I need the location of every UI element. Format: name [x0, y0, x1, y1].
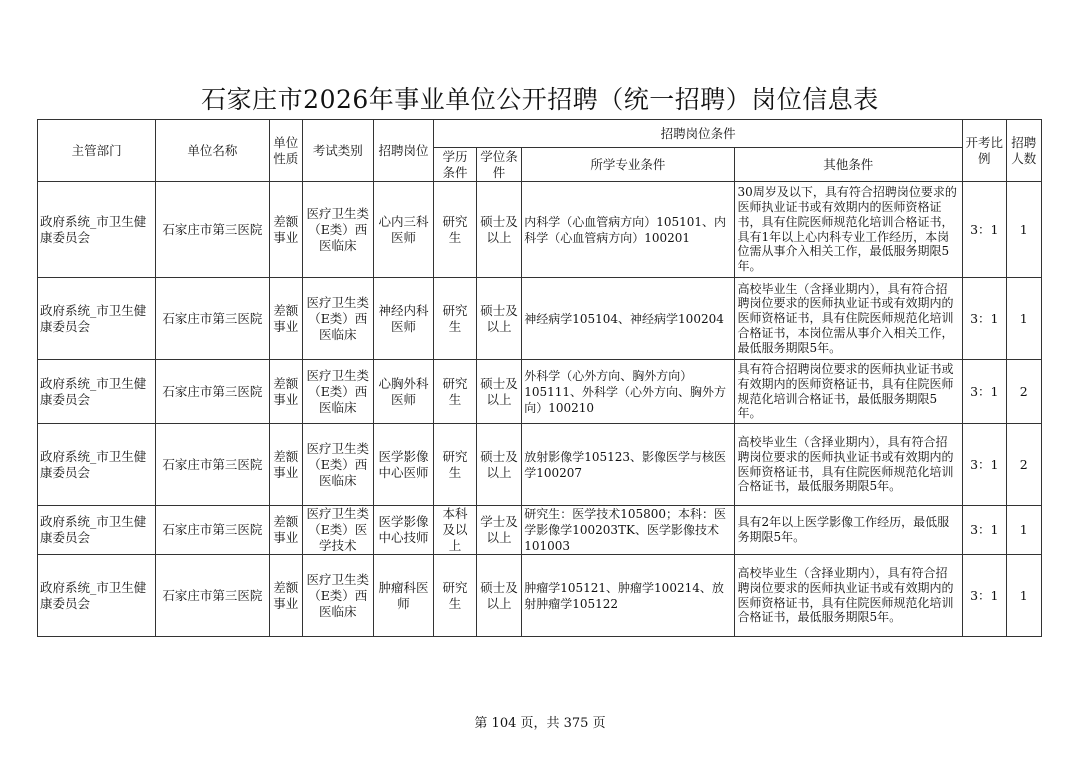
cell-unit: 石家庄市第三医院 [156, 424, 269, 506]
cell-other: 高校毕业生（含择业期内），具有符合招聘岗位要求的医师执业证书或有效期内的医师资格证书，具有住院医师规范化培训合格证书，本岗位需从事介入相关工作，最低服务期限5年。 [734, 278, 963, 360]
cell-exam: 医疗卫生类（E类）西医临床 [302, 182, 373, 278]
cell-exam: 医疗卫生类（E类）医学技术 [302, 506, 373, 555]
table-row [38, 506, 1042, 555]
header-count: 招聘人数 [1006, 120, 1041, 182]
table-row [38, 360, 1042, 424]
cell-count: 1 [1006, 278, 1041, 360]
cell-post: 神经内科医师 [373, 278, 434, 360]
cell-post: 医学影像中心医师 [373, 424, 434, 506]
cell-count: 2 [1006, 360, 1041, 424]
header-exam: 考试类别 [302, 120, 373, 182]
cell-dept: 政府系统_市卫生健康委员会 [38, 182, 156, 278]
cell-major: 放射影像学105123、影像医学与核医学100207 [522, 424, 734, 506]
cell-education: 本科及以上 [434, 506, 476, 555]
page-number: 第 104 页，共 375 页 [474, 716, 606, 731]
cell-other: 高校毕业生（含择业期内），具有符合招聘岗位要求的医师执业证书或有效期内的医师资格证书，具有住院医师规范化培训合格证书，最低服务期限5年。 [734, 555, 963, 637]
cell-exam: 医疗卫生类（E类）西医临床 [302, 278, 373, 360]
cell-exam: 医疗卫生类（E类）西医临床 [302, 360, 373, 424]
cell-degree: 学士及以上 [476, 506, 521, 555]
cell-unit: 石家庄市第三医院 [156, 182, 269, 278]
cell-unit: 石家庄市第三医院 [156, 506, 269, 555]
cell-degree: 硕士及以上 [476, 182, 521, 278]
cell-education: 研究生 [434, 555, 476, 637]
cell-dept: 政府系统_市卫生健康委员会 [38, 424, 156, 506]
cell-ratio: 3：1 [963, 182, 1006, 278]
cell-major: 神经病学105104、神经病学100204 [522, 278, 734, 360]
cell-unit: 石家庄市第三医院 [156, 555, 269, 637]
table-row [38, 424, 1042, 506]
cell-major: 研究生：医学技术105800；本科：医学影像学100203TK、医学影像技术101003 [522, 506, 734, 555]
cell-other: 高校毕业生（含择业期内），具有符合招聘岗位要求的医师执业证书或有效期内的医师资格证书，具有住院医师规范化培训合格证书，最低服务期限5年。 [734, 424, 963, 506]
cell-nature: 差额事业 [269, 555, 302, 637]
cell-education: 研究生 [434, 360, 476, 424]
cell-ratio: 3：1 [963, 360, 1006, 424]
cell-count: 1 [1006, 182, 1041, 278]
header-unit: 单位名称 [156, 120, 269, 182]
cell-count: 1 [1006, 506, 1041, 555]
cell-degree: 硕士及以上 [476, 278, 521, 360]
cell-ratio: 3：1 [963, 424, 1006, 506]
cell-post: 医学影像中心技师 [373, 506, 434, 555]
cell-nature: 差额事业 [269, 278, 302, 360]
cell-nature: 差额事业 [269, 360, 302, 424]
cell-dept: 政府系统_市卫生健康委员会 [38, 506, 156, 555]
cell-exam: 医疗卫生类（E类）西医临床 [302, 424, 373, 506]
table-row [38, 555, 1042, 637]
header-ratio: 开考比例 [963, 120, 1006, 182]
cell-dept: 政府系统_市卫生健康委员会 [38, 278, 156, 360]
cell-major: 内科学（心血管病方向）105101、内科学（心血管病方向）100201 [522, 182, 734, 278]
cell-other: 30周岁及以下，具有符合招聘岗位要求的医师执业证书或有效期内的医师资格证书，具有住院医师规范化培训合格证书，具有1年以上心内科专业工作经历，本岗位需从事介入相关工作，最低服务期限5年。 [734, 182, 963, 278]
cell-nature: 差额事业 [269, 182, 302, 278]
cell-post: 心内三科医师 [373, 182, 434, 278]
cell-dept: 政府系统_市卫生健康委员会 [38, 555, 156, 637]
cell-dept: 政府系统_市卫生健康委员会 [38, 360, 156, 424]
cell-major: 外科学（心外方向、胸外方向）105111、外科学（心外方向、胸外方向）100210 [522, 360, 734, 424]
cell-post: 心胸外科医师 [373, 360, 434, 424]
cell-nature: 差额事业 [269, 506, 302, 555]
cell-unit: 石家庄市第三医院 [156, 360, 269, 424]
header-conditions: 招聘岗位条件 [434, 120, 963, 148]
cell-education: 研究生 [434, 182, 476, 278]
header-post: 招聘岗位 [373, 120, 434, 182]
cell-degree: 硕士及以上 [476, 360, 521, 424]
cell-ratio: 3：1 [963, 278, 1006, 360]
table-row [38, 182, 1042, 278]
table-header [38, 120, 1042, 182]
table-row [38, 278, 1042, 360]
cell-unit: 石家庄市第三医院 [156, 278, 269, 360]
cell-exam: 医疗卫生类（E类）西医临床 [302, 555, 373, 637]
cell-education: 研究生 [434, 278, 476, 360]
cell-count: 2 [1006, 424, 1041, 506]
cell-other: 具有符合招聘岗位要求的医师执业证书或有效期内的医师资格证书，具有住院医师规范化培训合格证书，最低服务期限5年。 [734, 360, 963, 424]
header-education: 学历条件 [434, 148, 476, 182]
table-body [38, 182, 1042, 637]
cell-count: 1 [1006, 555, 1041, 637]
cell-major: 肿瘤学105121、肿瘤学100214、放射肿瘤学105122 [522, 555, 734, 637]
cell-degree: 硕士及以上 [476, 424, 521, 506]
header-other: 其他条件 [734, 148, 963, 182]
cell-nature: 差额事业 [269, 424, 302, 506]
recruitment-table [37, 119, 1042, 637]
cell-ratio: 3：1 [963, 555, 1006, 637]
cell-education: 研究生 [434, 424, 476, 506]
header-major: 所学专业条件 [522, 148, 734, 182]
header-degree: 学位条件 [476, 148, 521, 182]
cell-other: 具有2年以上医学影像工作经历，最低服务期限5年。 [734, 506, 963, 555]
cell-degree: 硕士及以上 [476, 555, 521, 637]
header-dept: 主管部门 [38, 120, 156, 182]
page-title: 石家庄市2026年事业单位公开招聘（统一招聘）岗位信息表 [201, 85, 879, 114]
header-nature: 单位性质 [269, 120, 302, 182]
cell-ratio: 3：1 [963, 506, 1006, 555]
cell-post: 肿瘤科医师 [373, 555, 434, 637]
